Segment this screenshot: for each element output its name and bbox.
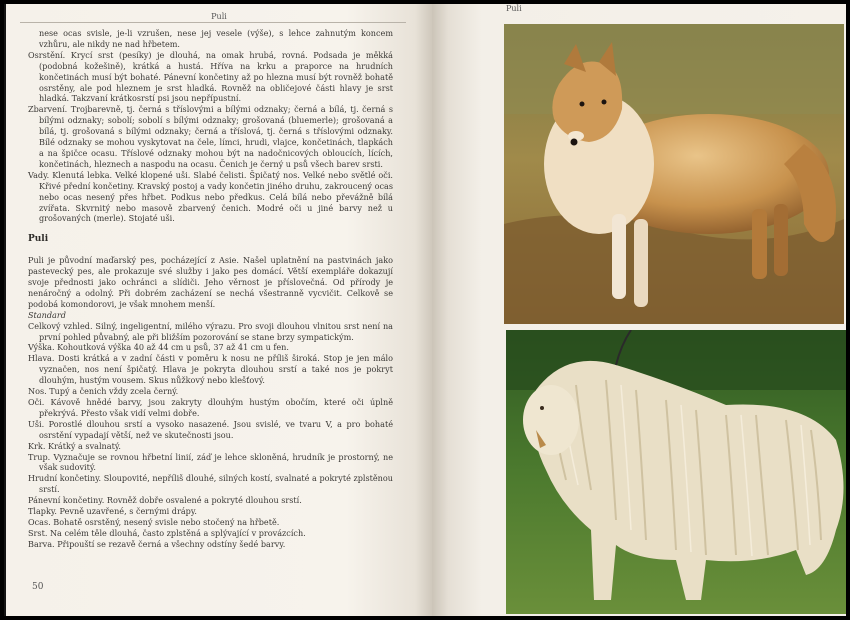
entry-barva (28, 539, 393, 550)
paragraph-text: nese ocas svisle, je-li vzrušen, nese jej vesele (výše), s lehce zahnutým koncem vzhůru, ale nikdy ne nad hřbetem. (39, 28, 393, 49)
running-head-text: Puli (211, 12, 227, 21)
entry-label: Trup. (28, 451, 51, 462)
sheltie-photo (504, 24, 844, 324)
entry-vyska (28, 342, 393, 353)
text-block (28, 28, 393, 550)
entry-text: Sloupovité, nepříliš dlouhé, silných kostí, svalnaté a pokryté zplstěnou srstí. (39, 473, 393, 495)
entry-text: Silný, ingeligentní, milého výrazu. Pro svoji dlouhou vlnitou srst není na první pohled půvabný, ale při bližším pozorování se stane brzy sympatickým. (39, 320, 394, 342)
entry-panevni-koncetiny (28, 495, 393, 506)
entry-label: Zbarvení. (28, 104, 68, 115)
section-heading: Puli (28, 234, 49, 245)
entry-label: Nos. (28, 386, 47, 397)
continued-paragraph (28, 28, 393, 50)
entry-label: Srst. (28, 527, 48, 538)
entry-text: Připouští se rezavě černá a všechny odstíny šedé barvy. (54, 538, 286, 549)
entry-text: Vyznačuje se rovnou hřbetní linií, záď je lehce skloněná, hrudník je prostorný, ne však sudovitý. (39, 451, 393, 473)
entry-label: Vady. (28, 169, 50, 180)
entry-nos (28, 386, 393, 397)
entry-label: Oči. (28, 397, 45, 407)
entry-text: Na celém těle dlouhá, často zplstěná a splývající v provázcích. (47, 527, 306, 538)
entry-srst (28, 528, 393, 539)
entry-label: Hlava. (28, 353, 55, 364)
entry-text: Dosti krátká a v zadní části v poměru k nosu ne příliš široká. Stop je jen málo vyznačen, nos není špičatý. Hlava je pokryta dlouhou srstí a také nos je pokryt dlouhým, hustým vousem. Skus nůžkový nebo klešťový. (39, 353, 393, 386)
entry-osrsteni (28, 50, 393, 105)
entry-label: Barva. (28, 538, 55, 549)
entry-label: Osrstění. (28, 49, 66, 60)
entry-label: Tlapky. (28, 506, 57, 517)
entry-text: Bohatě osrstěný, nesený svisle nebo stočený na hřbetě. (50, 516, 280, 527)
entry-hlava (28, 353, 393, 386)
book-spread (4, 4, 846, 616)
entry-label: Ocas. (28, 516, 51, 527)
entry-text: Krycí srst (pesíky) je dlouhá, na omak hrubá, rovná. Podsada je měkká (podobná kožešině), krátká a hustá. Hříva na krku a praporce na hrudních končetinách musí být bohaté. Pánevní končetiny až po hlezna musí být rovněž bohatě osrstěny, ale pod hleznem je srst hladká. Rovněž na obličejové části hlavy je srst hladká. Takzvaní krátkosrstí psi jsou nepřípustní. (39, 49, 393, 104)
entry-label: Uši. (28, 418, 45, 429)
left-page (6, 4, 432, 616)
puli-photo (506, 330, 846, 614)
entry-text: Tupý a čenich vždy zcela černý. (46, 386, 179, 397)
entry-text: Pevně uzavřené, s černými drápy. (56, 506, 197, 517)
entry-label: Výška. (28, 342, 55, 353)
entry-label: Celkový vzhled. (28, 320, 93, 331)
running-head-right: Puli (506, 4, 522, 13)
entry-text: Rovněž dobře osvalené a pokryté dlouhou srstí. (104, 495, 302, 506)
entry-hrudni-koncetiny (28, 473, 393, 495)
running-head-rule (20, 22, 406, 23)
entry-usi (28, 419, 393, 441)
entry-oci (28, 397, 393, 419)
entry-text: Porostlé dlouhou srstí a vysoko nasazené. Jsou svislé, ve tvaru V, a pro bohaté osrstění vypadají větší, než ve skutečnosti jsou. (39, 418, 393, 440)
right-page (432, 4, 846, 616)
entry-ocas (28, 517, 393, 528)
entry-text: Trojbarevně, tj. černá s tříslovými a bílými odznaky; černá a bílá, tj. černá s bílými odznaky; sobolí; sobolí s bílými odznaky; grošovaná (bluemerle); grošovaná a bílá, tj. grošovaná s bílými odznaky; černá a tříslová, tj. černá s tříslovými odznaky. Bílé odznaky se mohou vyskytovat na čele, límci, hrudi, vlajce, končetinách, tlapkách a na špičce ocasu. Tříslové odznaky mohou být na nadočnicových obloucích, lících, končetinách, hleznech a naspodu na ocasu. Čenich je černý u psů všech barev srsti. (39, 104, 393, 169)
entry-celkovy-vzhled (28, 321, 393, 343)
entry-text: Kávově hnědé barvy, jsou zakryty dlouhým hustým obočím, které oči úplně překrývá. Přesto však vidí velmi dobře. (39, 397, 393, 418)
entry-zbarveni (28, 104, 393, 169)
sheltie-illustration (504, 24, 844, 324)
entry-text: Kohoutková výška 40 až 44 cm u psů, 37 až 41 cm u fen. (54, 342, 289, 353)
entry-label: Hrudní končetiny. (28, 473, 102, 484)
entry-krk (28, 441, 393, 452)
page-number: 50 (32, 582, 44, 592)
standard-subheading: Standard (28, 309, 66, 320)
entry-tlapky (28, 506, 393, 517)
entry-trup (28, 452, 393, 474)
puli-illustration (506, 330, 846, 614)
running-head-left (6, 12, 432, 21)
entry-text: Krátký a svalnatý. (45, 440, 121, 451)
entry-label: Krk. (28, 440, 46, 451)
entry-vady (28, 170, 393, 225)
entry-text: Klenutá lebka. Velké klopené uši. Slabé čelisti. Špičatý nos. Velké nebo světlé oči. Křivé přední končetiny. Kravský postoj a vady končetin jiného druhu, zakroucený ocas nebo ocas nesený přes hřbet. Podkus nebo předkus. Celá bílá nebo převážně bílá zvířata. Skvrnitý nebo masově zbarvený čenich. Modré oči u jiné barvy než u grošovaných (merle). Stojaté uši. (39, 169, 393, 224)
entry-label: Pánevní končetiny. (28, 495, 105, 506)
intro-paragraph: Puli je původní maďarský pes, pocházející z Asie. Našel uplatnění na pastvinách jako pastevecký pes, ale prokazuje své služby i jako pes domácí. Větší exempláře dokazují svoje přednosti jako ochránci a slídiči. Jeho věrnost je příslovečná. Od přírody je nenáročný a odolný. Při dobrém zacházení se nechá všestranně vycvičit. Celkově se podobá komondorovi, je však mnohem menší. (28, 255, 393, 309)
